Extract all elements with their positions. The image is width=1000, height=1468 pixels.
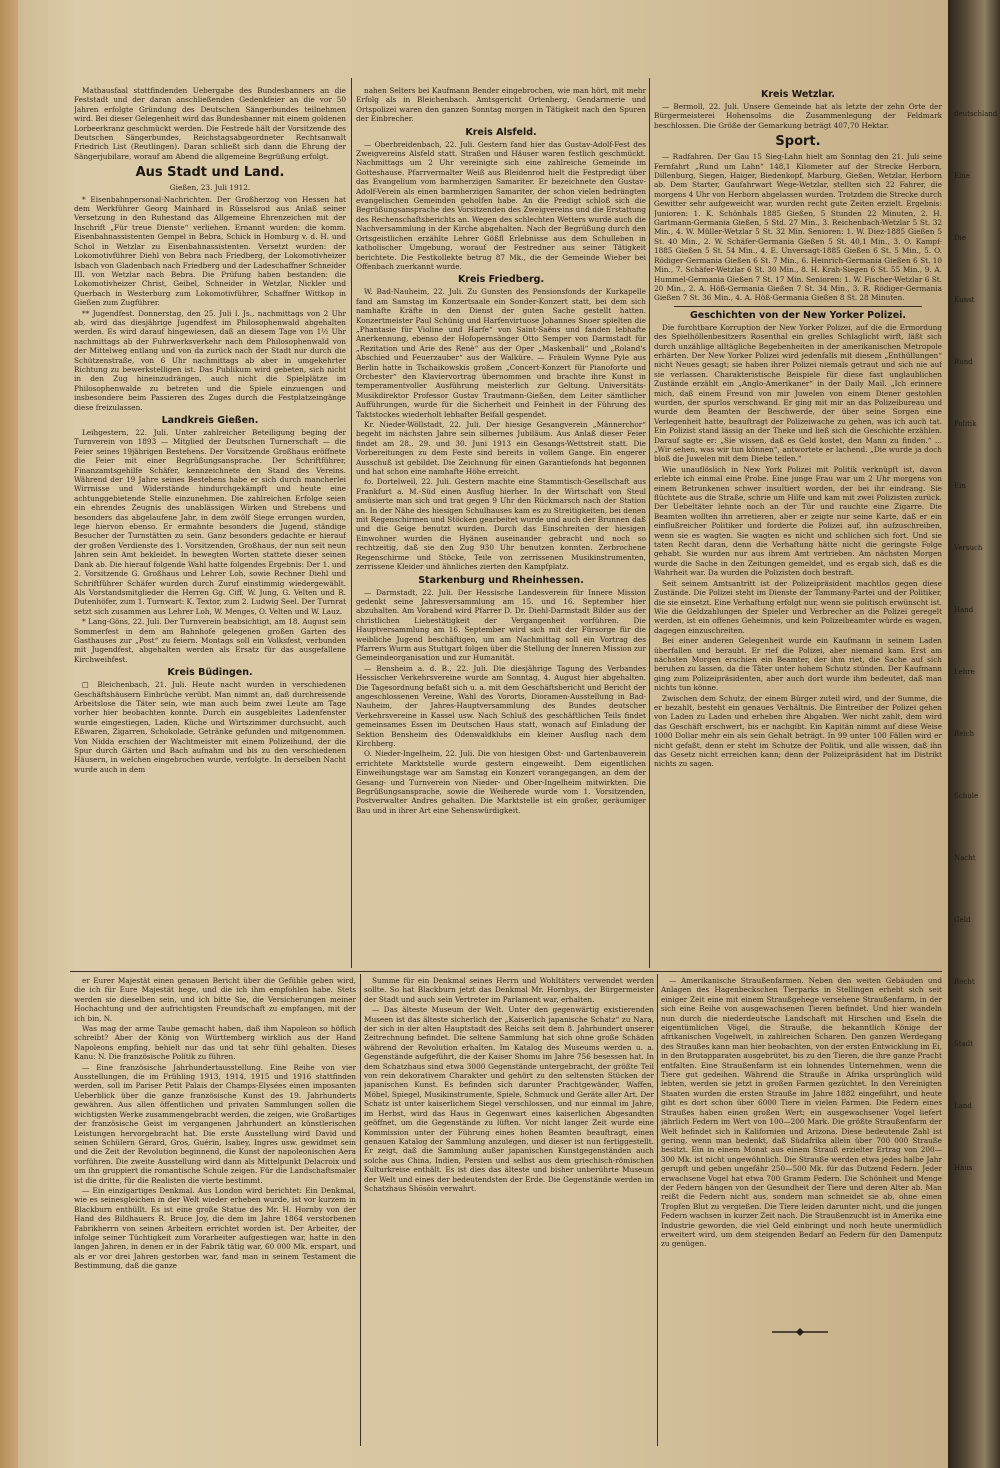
subsection-heading: Starkenburg und Rheinhessen.	[418, 574, 584, 586]
adjacent-page-fragment: Ein	[954, 482, 966, 490]
article-paragraph: Kr. Nieder-Wöllstadt, 22. Juli. Der hiesige Gesangverein „Männerchor“ begeht im nächsten Jahre sein silbernes Jubiläum. Aus Anlaß dieser Feier findet am 28., 29. und 30. Juni 1913 ein Gesangs-Wettstreit statt. Die Vorbereitungen zu dem Feste sind bereits in vollem Gange. Ein engerer Ausschuß ist gebildet. Die Zeichnung für einen Garantiefonds hat begonnen und hat schon eine namhafte Höhe erreicht.	[356, 420, 646, 477]
article-paragraph: — Darmstadt, 22. Juli. Der Hessische Landesverein für Innere Mission gedenkt seine Jahresversammlung am 15. und 16. September hier abzuhalten. Am Vorabend wird Pfarrer D. Dr. Diehl-Darmstadt Bilder aus der christlichen Liebestätigkeit der Vergangenheit vorführen. Die Hauptversammlung am 16. September wird sich mit der Fürsorge für die weibliche Jugend beschäftigen, um am Nachmittag soll ein Vortrag des Pfarrers Wurm aus Stuttgart folgen über die Stellung der Inneren Mission zur Gemeindeorganisation und zur Humanität.	[356, 587, 646, 663]
article-paragraph: — Bensheim a. d. B., 22. Juli. Die diesjährige Tagung des Verbandes Hessischer Verkehrsvereine wurde am Sonntag, 4. August hier abgehalten. Die Tagesordnung befaßt sich u. a. mit dem Geschäftsbericht und Bericht der angeschlossenen Vereine, Wahl des Vororts, Dioramen-Ausstellung in Bad-Nauheim, der Jahres-Hauptversammlung des Bundes deutscher Verkehrsvereine in Kassel usw. Nach Schluß des geschäftlichen Teils findet gemeinsames Essen im Deutschen Haus statt, wonach auf Einladung der Sektion Bensheim des Odenwaldklubs ein kleiner Ausflug nach dem Kirchberg.	[356, 663, 646, 748]
end-ornament	[770, 1328, 830, 1336]
adjacent-page-fragment: Hand	[954, 606, 974, 614]
article-paragraph: — Bermoll, 22. Juli. Unsere Gemeinde hat als letzte der zehn Orte der Bürgermeisterei Hohensolms die Zusammenlegung der Feldmark beschlossen. Die Größe der Gemarkung beträgt 407,70 Hektar.	[654, 102, 942, 130]
adjacent-page-fragment: Eine	[954, 172, 970, 180]
article-paragraph: □ Bleichenbach, 21. Juli. Heute nacht wurden in verschiedenen Geschäftshäusern Einbrüche verübt. Man nimmt an, daß durchreisende Arbeitslose die Täter sein, wie man auch beim zwei Leute am Tage vorher hier beobachten konnte. Durch ein ausgebleites Ladenfenster wurde eingestiegen, Laden, Küche und Wirtszimmer durchsucht, auch Eßwaren, Zigarren, Schokolade, Getränke gefunden und mitgenommen. Von Nidda erschien der Wachtmeister mit einem Polizeihund, der die Spur durch Gärten und Bach aufnahm und bis zu den verschiedenen Häusern, in welchen eingebrochen wurde, verfolgte. In derselben Nacht wurde auch in dem	[74, 680, 346, 774]
subsection-heading: Kreis Alsfeld.	[465, 126, 537, 138]
adjacent-page-fragment: Nacht	[954, 854, 976, 862]
section-heading: Sport.	[775, 134, 821, 150]
article-paragraph: W. Bad-Nauheim, 22. Juli. Zu Gunsten des Pensionsfonds der Kurkapelle fand am Samstag im Konzertsaale ein Sonder-Konzert statt, bei dem sich namhafte Kräfte in den Dienst der guten Sache gestellt hatten. Konzertmeister Paul Schünig und Harfenvirtuose Johannes Snoer spielten die „Phantasie für Violine und Harfe“ von Saint-Saëns und fanden lebhafte Anerkennung, ebenso der Hofopernsänger Otto Semper von Darmstadt für „Rezitation und Arie des Renè“ aus der Oper „Maskenball“ und „Roland's Abschied und Feuerzauber“ aus der Walküre. — Fräulein Wynne Pyle aus Berlin hatte in Tschaikowskis großem „Concert-Konzert für Pianoforte und Orchester“ den Klaviervortrag übernommen und brachte ihre Kunst in temperamentvoller Ausführung meisterlich zur Geltung. Universitäts-Musikdirektor Professor Gustav Trautmann-Gießen, dem Leiter sämtlicher Aufführungen, wurde für die Sicherheit und Feinheit in der Führung des Taktstockes wiederholt lebhafter Beifall gespendet.	[356, 287, 646, 419]
article-paragraph: Leihgestern, 22. Juli. Unter zahlreicher Beteiligung beging der Turnverein von 1893 — Mitglied der Deutschen Turnerschaft — die Feier seines 19jährigen Bestehens. Der Vorsitzende Großhaus eröffnete die Feier mit einer Begrüßungsansprache. Der Schriftführer, Finanzamtsgehilfe Schäfer, kennzeichnete den Stand des Vereins. Während der 19 Jahre seines Bestehens habe er sich durch mancherlei Wirrnisse und Widerstände hindurchgekämpft und heute eine achtunggebietende Stelle einzunehmen. Die zahlreichen Erfolge seien ein ehrendes Zeugnis des unablässigen Wirken und Strebens und besonders das abgelaufene Jahr, in dem zwölf Siege errungen wurden, lege hiervon ebenso. Er ermahnte besonders die Jugend, ständige Besucher der Turnstätten zu sein. Ganz besonders gedachte er hierauf der großen Verdienste des 1. Vorsitzenden, Großhaus, der nun seit neun Jahren sein Amt bekleidet. In bewegten Worten stattete dieser seinen Dank ab. Die hierauf folgende Wahl hatte folgendes Ergebnis: Der 1. und 2. Vorsitzende G. Großhaus und Lehrer Loh, sowie Rechner Diehl und Schriftführer Schäfer wurden durch Zuruf einstimmig wiedergewählt. Als Vorstandsmitglieder die Herren Gg. Ciff, W. Jung, G. Velten und R. Dutenhöfer, zum 1. Turnwart: K. Textor, zum 2. Ludwig Seel. Der Turnrat setzt sich zusammen aus Lehrer Loh, W. Menges, O. Velten und W. Lauz.	[74, 428, 346, 616]
column-divider	[360, 974, 361, 1446]
article-paragraph: Was mag der arme Taube gemacht haben, daß ihm Napoleon so höflich schreibt? Aber der König von Württemberg wirklich aus der Hand Napoleons empfing, behielt nur das und tat sehr fühl gehalten. Dieses Kanu: N. Die französische Politik zu führen.	[74, 1024, 356, 1062]
adjacent-page-fragment: Rund	[954, 358, 973, 366]
article-paragraph: — Amerikanische Straußenfarmen. Neben den weiten Gebäuden und Anlagen des Hagenbeckschen Tierparks in Stellingen erhebt sich seit einiger Zeit eine mit einem Straußgehege versehene Straußenfarm, in der sich eine Reihe von ausgewachsenen Tieren befindet. Und hier wandeln nun durch die niederdeutsche Landschaft mit Hirschen und Eseln die eigentümlichen Vögel, die Strauße, die bekanntlich Könige der afrikanischen Vogelwelt, in zahlreichen Scharen. Den ganzen Werdegang des Straußes kann man hier beobachten, von der ersten Entwicklung im Ei, in den Brutapparaten ausgebrütet, bis zu den Tieren, die ihre ganze Pracht entfalten. Eine Straußenfarm ist ein lohnendes Unternehmen, wenn die Tiere gut gedeihen. Während die Strauße in Afrika ursprünglich wild lebten, werden sie jetzt in großen Farmen gezüchtet. In den Vereinigten Staaten wurden die ersten Strauße im Jahre 1882 eingeführt, und heute gibt es dort schon über 6000 Tiere in vielen Farmen. Die Federn eines Straußes haben einen großen Wert; ein ausgewachsener Vogel liefert jährlich Federn im Wert von 100—200 Mark. Die größte Straußenfarm der Welt befindet sich in Kalifornien und Arizona. Diese bedeutende Zahl ist gering, wenn man bedenkt, daß Südafrika allein über 700 000 Strauße besitzt. Ein in einem Monat aus einem Strauß erzielter Ertrag von 200—300 Mk. ist nicht ungewöhnlich. Die Strauße werden etwa jedes halbe Jahr gerupft und geben ungefähr 250—500 Mk. für das Dutzend Federn. Jeder erwachsene Vogel hat etwa 700 Gramm Federn. Die Schönheit und Menge der Federn hängen von der Gesundheit der Tiere und deren Alter ab. Man reißt die Federn nicht aus, sondern man schneidet sie ab, ohne einen Tropfen Blut zu vergießen. Die Tiere leiden darunter nicht, und die jungen Federn wachsen in kurzer Zeit nach. Die Straußenzucht ist in Amerika eine Industrie geworden, die viel Geld einbringt und noch heute unermüdlich erweitert wird, um dem steigenden Bedarf an Federn für den Damenputz zu genügen.	[661, 976, 942, 1249]
article-paragraph: * Lang-Göns, 22. Juli. Der Turnverein beabsichtigt, am 18. August sein Sommerfest in dem am Bahnhofe gelegenen großen Garten des Gasthauses zur „Post“ zu feiern. Montags soll ein Volksfest, verbunden mit Jugendfest, abgehalten werden als Ersatz für das ausgefallene Kirchweihfest.	[74, 617, 346, 664]
article-paragraph: nahen Selters bei Kaufmann Bender eingebrochen, wie man hört, mit mehr Erfolg als in Bleichenbach. Amtsgericht Ortenberg, Gendarmerie und Ortspolizei waren den ganzen Sonntag morgen in Tätigkeit nach den Spuren der Einbrecher.	[356, 86, 646, 124]
section-divider	[70, 971, 942, 972]
adjacent-page-fragment: Lehre	[954, 668, 975, 676]
article-paragraph: — Ein einzigartiges Denkmal. Aus London wird berichtet: Ein Denkmal, wie es seinesgleichen in der Welt wieder erheben wurde, ist vor kurzem in Blackburn enthüllt. Es ist eine große Statue des Mr. H. Hornby von der Hand des Bildhauers R. Bruce Joy, die dem im Jahre 1864 verstorbenen Fabrikherrn von seinen Arbeitern errichtet worden ist. Der Arbeiter, der infolge seiner Tüchtigkeit zum Vorarbeiter aufgestiegen war, hatte in den langen Jahren, in denen er in der Fabrik tätig war, 60 000 Mk. erspart, und als er vor drei Jahren gestorben war, fand man in seinem Testament die Bestimmung, daß die ganze	[74, 1185, 356, 1271]
adjacent-page-fragment: Stadt	[954, 1040, 974, 1048]
article-paragraph: O. Nieder-Ingelheim, 22. Juli. Die von hiesigen Obst- und Gartenbauverein errichtete Marktstelle wurde gestern eingeweiht. Dem eigentlichen Einweihungstage war am Samstag ein Konzert vorangegangen, an dem der Gesang- und Turnverein von Nieder- und Ober-Ingelheim mitwirkten. Die Begrüßungsansprache, sowie die Weiherede wurde vom 1. Vorsitzenden, Postverwalter Andres gehalten. Die Marktstelle ist ein großer, geräumiger Bau und in ihrer Art eine Sehenswürdigkeit.	[356, 749, 646, 815]
adjacent-page-strip	[948, 0, 1000, 1468]
subsection-heading: Geschichten von der New Yorker Polizei.	[689, 309, 907, 321]
dateline: Gießen, 23. Juli 1912.	[169, 183, 251, 193]
subsection-heading: Landkreis Gießen.	[161, 415, 259, 426]
column-divider	[649, 78, 650, 968]
adjacent-page-fragment: Land	[954, 1102, 972, 1110]
column-right-top	[654, 86, 942, 968]
article-paragraph: — Eine französische Jahrhundertausstellung. Eine Reihe von vier Ausstellungen, die im Frühling 1913, 1914, 1915 und 1916 stattfinden werden, soll im Pariser Petit Palais der Champs-Elysées einen imposanten Ueberblick über die ganze französische Kunst des 19. Jahrhunderts gewähren. Aus allen öffentlichen und privaten Sammlungen sollen die wichtigsten Werke zusammengebracht werden, die zeigen, wie Großartiges der französische Geist im vergangenen Jahrhundert an künstlerischen Leistungen hervorgebracht hat. Die erste Ausstellung wird David und seinen Schülern Gérard, Gros, Guérin, Isabey, Ingres usw. gewidmet sein und die Zeit der Revolution beginnend, die Kunst der napoleonischen Aera vorführen. Die zweite Ausstellung wird dann als Mittelpunkt Delacroix und um ihn gruppiert die romantische Schule zeigen. Für die Landschaftsmaler ist die dritte, für die Realisten die vierte bestimmt.	[74, 1062, 356, 1185]
article-paragraph: Mathausfaal stattfindenden Uebergabe des Bundesbanners an die Feststadt und der daran anschließenden Gedenkfeier an die vor 50 Jahren erfolgte Gründung des Deutschen Sängerbundes teilnehmen wird. Bei dieser Gelegenheit wird das Bundesbanner mit einem goldenen Lorbeerkranz geschmückt werden. Die Festrede hält der Vorsitzende des Deutschen Sängerbundes, Reichstagsabgeordneter Rechtsanwalt Friedrich List (Reutlingen). Daran schließt sich dann die Ehrung der Sängerjubilare, worauf am Abend die allgemeine Begrüßung erfolgt.	[74, 86, 346, 161]
article-paragraph: Seit seinem Amtsantritt ist der Polizeipräsident machtlos gegen diese Zustände. Die Polizei steht im Dienste der Tammany-Partei und der Politiker, die sie einsetzt. Eine Verhaftung erfolgt nur, wenn sie politisch erwünscht ist. Wie die Geldzahlungen der Spieler und Verbrecher an die Polizei geregelt werden, ist ein offenes Geheimnis, und kein Polizeibeamter würde es wagen, dagegen einzuschreiten.	[654, 578, 942, 635]
subsection-heading: Kreis Wetzlar.	[761, 89, 835, 100]
article-paragraph: Die furchtbare Korruption der New Yorker Polizei, auf die die Ermordung des Spielhöllenbesitzers Rosenthal ein grelles Schlaglicht wirft, läßt sich durch unzählige alltägliche Begebenheiten in der amerikanischen Metropole erhärten. Der New Yorker Polizei wird jedenfalls mit diesem „Enthüllungen“ nicht Neues gesagt; sie haben ihrer Polizei niemals getraut und sich nie auf sie verlassen. Charakteristische Beispiele für diese fast unglaublichen Zustände erzählt ein „Anglo-Amerikaner“ in der Daily Mail. „Ich erinnere mich, daß einem Freund von mir Juwelen von einem Diener gestohlen wurden, der spurlos verschwand. Er ging mit mir an das Polizeibureau und wurde dem Beamten der Beschwerde, der über seine Sorgen eine Verlegenheit hatte, beauftragt der Polizeiwache zu gehen, was ich auch tat. Ein Polizist stand lässig an der Theke und ließ sich die Geschichte erzählen. Darauf sagte er: „Sie wissen, daß es Geld kostet, den Mann zu finden.“ ... „Wir sehen, was wir tun können“, antwortete er lachend. „Die wurde ja doch bloß die Juwelen mit dem Diebe teilen.“	[654, 322, 942, 464]
article-paragraph: Wie unauflöslich in New York Polizei mit Politik verknüpft ist, davon erlebte ich einmal eine Probe. Eine junge Frau war um 2 Uhr morgens von einem Betrunkenen schwer insultiert worden, der bei ihr eindrang. Sie flüchtete aus die Straße, schrie um Hilfe und kam mit zwei Polizisten zurück. Der Uebeltäter lehnte noch an der Tür und rauchte eine Zigarre. Die Beamten wollten ihn arretieren, aber er zeigte nur seine Karte, daß er ein einflußreicher Politiker und forderte die Polizei auf, ihn aufzuschreiben, wenn sie es wagten. Sie wagten es nicht und schlichen sich fort. Und sie taten Recht daran, denn die Verhaftung hätte nicht die geringste Folge gehabt. Sie wurden nur aus ihrem Amt vertrieben. Am nächsten Morgen wurde die Sache in den Zeitungen gemeldet, und es ergab sich, daß es die Wahrheit war. Da wurden die Polizisten doch bestraft.	[654, 464, 942, 578]
adjacent-page-fragment: Reich	[954, 730, 975, 738]
column-left-top	[74, 86, 346, 968]
article-rule	[674, 306, 922, 307]
column-middle-bottom	[364, 976, 654, 1446]
adjacent-page-fragment: Kunst	[954, 296, 975, 304]
adjacent-page-fragment: Die	[954, 234, 966, 242]
article-paragraph: — Oberbreidenbach, 22. Juli. Gestern fand hier das Gustav-Adolf-Fest des Zweigvereins Alsfeld statt. Straßen und Häuser waren festlich geschmückt. Nachmittags um 2 Uhr vereinigte sich eine zahlreiche Gemeinde im Gotteshause. Pfarrvermalter Weiß aus Bleidenrod hielt die Festpredigt über das Evangelium vom barmherzigen Samariter. Er bezeichnete den Gustav-Adolf-Verein als einen barmherzigen Samariter, der schon vielen bedrängten evangelischen Gemeinden geholfen habe. An die Predigt schloß sich die Begrüßungsansprache des Vorsitzenden des Zweigvereins und die Erstattung des Rechenschaftsberichts an. Wegen des schlechten Wetters wurde auch die Nachversammlung in der Kirche abgehalten. Nach der Begrüßung durch den Ortsgeistlichen erzählte Lehrer Gößfl Erlebnisse aus dem Schulleben in katholischer Umgebung, worauf der Festredner aus seiner Tätigkeit berichtete. Die Festkollekte betrug 87 Mk., die der Gemeinde Wieber bei Offenbach zuerkannt wurde.	[356, 139, 646, 271]
adjacent-page-fragment: deutschland	[954, 110, 998, 118]
column-divider	[657, 974, 658, 1446]
adjacent-page-fragment: Recht	[954, 978, 975, 986]
adjacent-page-fragment: Schule	[954, 792, 979, 800]
subsection-heading: Kreis Friedberg.	[457, 274, 545, 286]
article-paragraph: Zwischen dem Schutz, der einem Bürger zuteil wird, und der Summe, die er bezahlt, besteht ein genaues Verhältnis. Die Eintreiber der Polizei gehen von Laden zu Laden und erheben ihre Abgaben. Wer nicht zahlt, dem wird das Geschäft erschwert, bis er nachgibt. Ein Kapitän nimmt auf diese Weise 1000 Dollar mehr ein als sein Gehalt beträgt. In 99 unter 100 Fällen wird er nicht gefaßt, denn er steht im Schutze der Politik, und alle wissen, daß ihn das Gesetz nicht erreichen kann; denn der Polizeipräsident hat im Distrikt nichts zu sagen.	[654, 693, 942, 769]
adjacent-page-fragment: Geld	[954, 916, 971, 924]
article-paragraph: Summe für ein Denkmal seines Herrn und Wohltäters verwendet werden sollte. So hat Blackburn jetzt das Denkmal Mr. Hornbys, der Bürgermeister der Stadt und auch sein Vertreter im Parlament war, erhalten.	[364, 976, 654, 1004]
article-paragraph: — Radfahren. Der Gau 15 Sieg-Lahn hielt am Sonntag den 21. Juli seine Fernfahrt „Rund um Lahn“ 148,1 Kilometer auf der Strecke Herborn, Dillenburg, Siegen, Haiger, Biedenkopf, Marburg, Gießen, Wetzlar, Herborn ab. Dem Starter, Gaufahrwart Wege-Wetzlar, stellten sich 22 Fahrer, die morgens 4 Uhr von Herborn abgelassen wurden. Trotzdem die Strecke durch Gewitter sehr aufgeweicht war, wurden recht gute Zeiten erzielt. Ergebnis: Junioren: 1. K. Schönhals 1885 Gießen, 5 Stunden 22 Minuten, 2. H. Gartmann-Germania Gießen, 5 Std. 27 Min., 3. Reichenbach-Wetzlar 5 St. 32 Min., 4. W. Müller-Wetzlar 5 St. 32 Min. Senioren: 1. W. Diez-1885 Gießen 5 St. 40 Min., 2. W. Schäfer-Germania Gießen 5 St. 40,1 Min., 3. O. Kampf-1885 Gießen 5 St. 54 Min., 4. E. Unversagt-1885 Gießen 6 St. 5 Min., 5. O. Rödiger-Germania Gießen 6 St. 7 Min., 6. Heinrich-Germania Gießen 6 St. 10 Min., 7. Schäfer-Wetzlar 6 St. 30 Min., 8. H. Krah-Siegen 6 St. 55 Min., 9. A. Hummel-Germania Gießen 7 St. 17 Min. Senioren: 1. W. Fischer-Wetzlar 6 St. 20 Min., 2. A. Höß-Germania Gießen 7 St. 34 Min., 3. R. Rödiger-Germania Gießen 7 St. 36 Min., 4. A. Höß-Germania Gießen 8 St. 28 Minuten.	[654, 152, 942, 303]
subsection-heading: Kreis Büdingen.	[167, 667, 253, 679]
adjacent-page-fragment: Versuch	[954, 544, 983, 552]
column-right-bottom	[661, 976, 942, 1322]
article-paragraph: ** Jugendfest. Donnerstag, den 25. Juli l. Js., nachmittags von 2 Uhr ab, wird das diesjährige Jugendfest im Philosophenwald abgehalten werden. Es wird darauf hingewiesen, daß an diesem Tage von 1½ Uhr nachmittags ab der Fuhrwerksverkehr nach dem Philosophenwald von der Mittelweg entlang und von da zurück nach der Stadt nur durch die Schützenstraße, von 6 Uhr nachmittags ab aber in umgekehrter Richtung zu bewerkstelligen ist. Das Publikum wird gebeten, sich nicht in den Zug hineinzudrängen, auch nicht die Spielplätze im Philosophenwalde zu betreten und die Spiele einzuengen und insbesondere beim Passieren des Zuges durch die Festplatzeingänge diese freizulassen.	[74, 308, 346, 412]
column-middle-top	[356, 86, 646, 968]
column-left-bottom	[74, 976, 356, 1446]
article-paragraph: * Eisenbahnpersonal-Nachrichten. Der Großherzog von Hessen hat dem Werkführer Georg Mainhard in Rüsselsrod aus Anlaß seiner Versetzung in den Ruhestand das Allgemeine Ehrenzeichen mit der Inschrift „Für treue Dienste“ verliehen. Ernannt wurden: die komm. Eisenbahnassistenten Gempel in Bebra, Schick in Homburg v. d. H. und Schol in Wetzlar zu Eisenbahnassistenten. Versetzt wurden: der Lokomotivführer Diehl von Bebra nach Friedberg, der Lokomotivheizer Isbach von Gladenbach nach Friedberg und der Ladeschaffner Schneider III. von Wetzlar nach Bebra. Die Prüfung haben bestanden: die Lokomotivheizer Christ, Geibel, Schneider in Wetzlar, Nickler und Querbach in Westerburg zum Lokomotivführer, Schaffner Wittkop in Gießen zum Zugführer.	[74, 194, 346, 308]
article-paragraph: — Das älteste Museum der Welt. Unter den gegenwärtig existierenden Museen ist das älteste sicherlich der „Kaiserlich japanische Schatz“ zu Nara, der sich in der alten Hauptstadt des Reichs seit dem 8. Jahrhundert unserer Zeitrechnung befindet. Die seltene Sammlung hat sich ohne große Schäden während der Revolution erhalten. Im Katalog des Museums werden u. a. Gegenstände aufgeführt, die der Kaiser Shomu im Jahre 756 besessen hat. In dem Schatzhaus sind etwa 3000 Gegenstände untergebracht, der größte Teil von rein dekorativem Charakter und gehört zu den seltensten Stücken der japanischen Kunst. Es befinden sich darunter Prachtgewänder, Waffen, Möbel, Spiegel, Musikinstrumente, Spiele, Schmuck und Geräte aller Art. Der Schatz ist unter kaiserlichem Siegel verschlossen, und nur einmal im Jahre, im Herbst, wird das Haus in Gegenwart eines kaiserlichen Abgesandten geöffnet, um die Gegenstände zu lüften. Vor nicht langer Zeit wurde eine Kommission unter der Führung eines hohen Beamten beauftragt, einen genauen Katalog der Sammlung anzulegen, und dieser ist nun fertiggestellt. Er zeigt, daß die Sammlung außer japanischen Kunstgegenständen auch solche aus China, Indien, Persien und selbst aus dem griechisch-römischen Kulturkreise enthält. Es ist dies das älteste und bisher unberührte Museum der Welt und eines der bedeutendsten der Erde. Die Gegenstände werden im Schatzhaus Shōsōin verwahrt.	[364, 1005, 654, 1193]
article-paragraph: Bei einer anderen Gelegenheit wurde ein Kaufmann in seinem Laden überfallen und beraubt. Er rief die Polizei, aber niemand kam. Erst am nächsten Morgen erschien ein Beamter, der ihm riet, die Sache auf sich beruhen zu lassen, da die Täter unter hohem Schutz stünden. Der Kaufmann ging zum Polizeipräsidenten, aber auch dort wurde ihm bedeutet, daß man nichts tun könne.	[654, 636, 942, 693]
page-edge-left	[0, 0, 18, 1468]
section-heading: Aus Stadt und Land.	[135, 165, 285, 181]
article-paragraph: fo. Dortelweil, 22. Juli. Gestern machte eine Stammtisch-Gesellschaft aus Frankfurt a. M.-Süd einen Ausflug hierher. In der Wirtschaft von Steul amüsierte man sich und trat gegen 9 Uhr den Rückmarsch nach der Station an. In der Nähe des hiesigen Schulhauses kam es zu Streitigkeiten, bei denen mit Regenschirmen und Stöcken gearbeitet wurde und auch der Brunnen daß und die Geige benutzt wurden. Durch das Einschreiten der hiesigen Einwohner wurden die Hyänen auseinander gebracht und noch so rechtzeitig, daß sie den Zug 930 Uhr benutzen konnten. Zerbrochene Regenschirme und Stöcke, Teile von zerrissenen Musikinstrumenten, zerrissene Kleider und ähnliches zierten den Kampfplatz.	[356, 477, 646, 572]
adjacent-page-fragment: Haus	[954, 1164, 973, 1172]
column-divider	[351, 78, 352, 968]
adjacent-page-fragment: Politik	[954, 420, 977, 428]
article-paragraph: er Eurer Majestät einen genauen Bericht über die Gefühle geben wird, die ich für Eure Majestät hege, und die ich ihm empfohlen habe. Stets werden sie dieselben sein, und ich bitte Sie, die Versicherungen meiner Hochachtung und der aufrichtigsten Freundschaft zu empfangen, mit der ich bin, N.	[74, 976, 356, 1023]
